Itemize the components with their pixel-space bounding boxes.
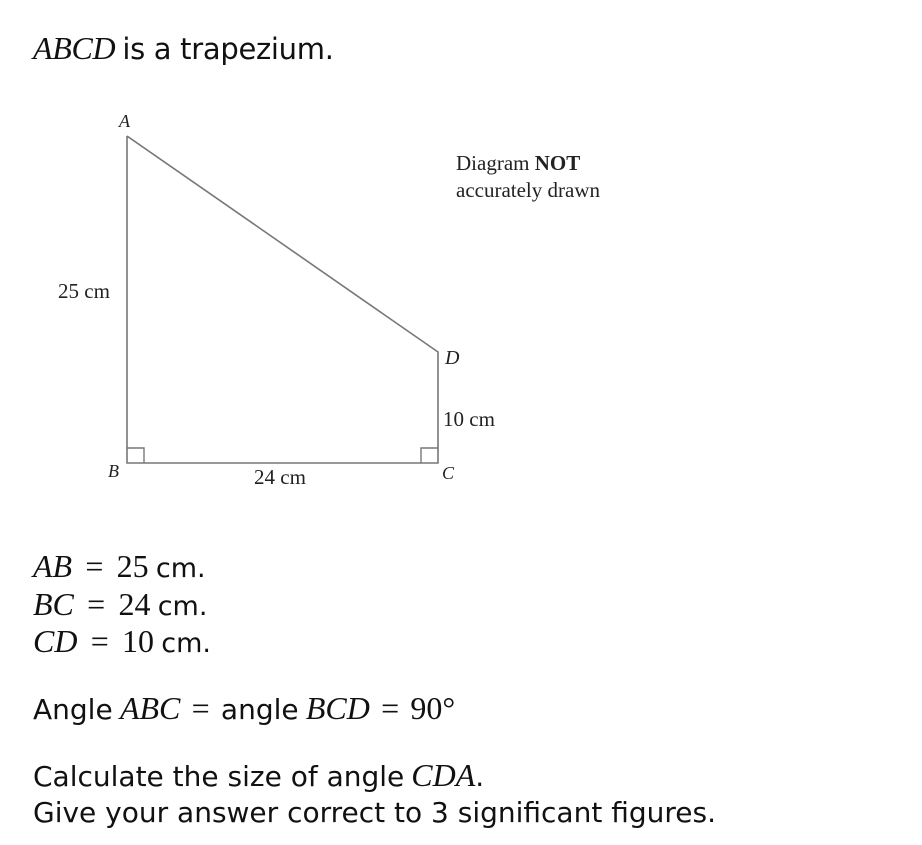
given-cd-unit: cm. — [161, 628, 211, 659]
given-ab-lhs: AB — [33, 548, 73, 584]
length-label-bc: 24 cm — [254, 465, 306, 489]
given-bc-value: 24 — [118, 586, 151, 622]
intro-shape-name: ABCD — [33, 30, 116, 66]
angles-word1: Angle — [33, 693, 113, 726]
trapezium-outline — [127, 136, 438, 463]
diagram-note-line2: accurately drawn — [456, 178, 600, 202]
given-ab-unit: cm. — [155, 553, 206, 584]
given-cd-lhs: CD — [33, 623, 78, 659]
given-cd-value: 10 — [122, 623, 154, 659]
angles-value: 90° — [410, 690, 456, 726]
question-line1-prefix: Calculate the size of angle — [33, 760, 405, 793]
question-line1-math: CDA — [411, 757, 476, 793]
length-label-ab: 25 cm — [58, 279, 110, 303]
given-cd — [33, 623, 211, 660]
vertex-label-b: B — [108, 461, 119, 481]
angles-eq2: = — [381, 690, 400, 726]
given-bc-unit: cm. — [157, 591, 208, 622]
angles-statement — [33, 690, 455, 727]
right-angle-marker-c — [421, 448, 438, 463]
given-ab-eq: = — [85, 548, 104, 584]
angles-word2: angle — [220, 693, 299, 726]
question-line1-suffix: . — [475, 760, 485, 793]
intro-text: is a trapezium. — [122, 32, 334, 66]
given-ab — [33, 548, 206, 585]
given-bc-eq: = — [87, 586, 106, 622]
given-bc — [33, 586, 207, 623]
given-cd-eq: = — [90, 623, 109, 659]
length-label-cd: 10 cm — [443, 407, 495, 431]
vertex-label-d: D — [445, 347, 460, 369]
given-ab-value: 25 — [116, 548, 149, 584]
diagram-note-line1 — [456, 151, 580, 175]
question-line1 — [33, 757, 484, 794]
angles-m1: ABC — [119, 690, 181, 726]
question-line2: Give your answer correct to 3 significant figures. — [33, 796, 716, 829]
right-angle-marker-b — [127, 448, 144, 463]
diagram-note-bold: NOT — [534, 151, 581, 175]
given-bc-lhs: BC — [33, 586, 74, 622]
vertex-label-c: C — [442, 463, 455, 483]
vertex-label-a: A — [119, 111, 130, 131]
diagram-note-prefix: Diagram — [456, 151, 535, 175]
angles-m2: BCD — [305, 690, 370, 726]
angles-eq1: = — [191, 690, 210, 726]
